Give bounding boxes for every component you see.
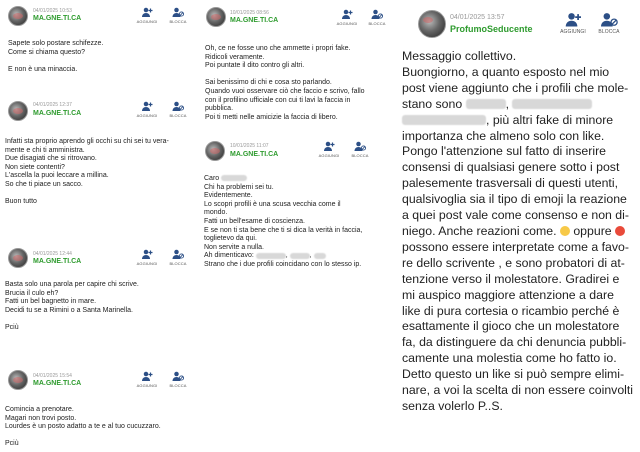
add-button[interactable]	[135, 7, 159, 24]
message-line: Come si chiama questo?	[8, 48, 86, 56]
block-button-label: BLOCCA	[169, 261, 187, 266]
avatar[interactable]	[8, 370, 28, 390]
message-line: So che ti piace un sacco.	[5, 180, 83, 188]
message-line: Lourdes è un posto adatto a te e al tuo cucuzzaro.	[5, 423, 161, 431]
avatar[interactable]	[205, 141, 225, 161]
redacted-name	[221, 175, 247, 181]
message-line: Evidentemente.	[204, 192, 253, 200]
redacted-name	[314, 253, 326, 259]
post-card	[0, 0, 197, 86]
message-text: niego. Anche reazioni come.	[402, 223, 557, 238]
post-header	[200, 0, 392, 30]
block-button[interactable]	[166, 7, 190, 24]
post-username[interactable]: MA.GNE.TI.CA	[230, 151, 279, 158]
message-line	[204, 175, 362, 184]
message-line: Pciù	[5, 323, 19, 331]
add-button-label: AGGIUNGI	[136, 19, 158, 24]
add-user-icon	[323, 141, 335, 152]
message-line: Fatti un bel bagnetto in mare.	[5, 298, 97, 306]
message-line: senza volerlo P..S.	[402, 398, 503, 413]
message-text: oppure	[573, 223, 612, 238]
message-line: Due disagiati che si ritrovano.	[5, 155, 97, 163]
add-user-icon	[141, 371, 153, 382]
message-line: possono essere interpretate come a favo-	[402, 239, 629, 254]
message-line: Sapete solo postare schifezze.	[8, 40, 104, 47]
avatar[interactable]	[206, 7, 226, 27]
message-line: pubblica.	[205, 105, 234, 113]
message-line: Poi puntate il dito contro gli altri.	[205, 62, 305, 70]
message-line: Oh, ce ne fosse uno che ammette i propri fake.	[205, 45, 351, 52]
message-line: re dello scrivente , e sono probatori di at-	[402, 255, 625, 270]
add-user-icon	[341, 9, 353, 20]
redacted-name	[466, 99, 506, 109]
post-username[interactable]: MA.GNE.TI.CA	[33, 15, 82, 22]
post-message	[402, 49, 633, 415]
block-user-icon	[172, 101, 184, 112]
message-line: a quei post vale come consenso e non di-	[402, 208, 629, 223]
avatar[interactable]	[418, 10, 446, 38]
redacted-name	[290, 253, 310, 259]
post-card-large	[398, 0, 640, 452]
message-line: importanza che almeno solo con like.	[402, 128, 605, 143]
message-line: Ah dimenticavo: , ,	[204, 252, 362, 261]
post-message	[5, 406, 161, 449]
post-message	[204, 175, 362, 270]
add-button-label: AGGIUNGI	[136, 113, 158, 118]
message-line: E se non ti sta bene che ti si dica la verità in faccia,	[204, 226, 363, 234]
post-message	[8, 40, 103, 74]
add-button[interactable]	[335, 9, 359, 26]
message-line: esattamente il gioco che un molestatore	[402, 319, 620, 334]
block-button[interactable]	[166, 101, 190, 118]
message-line: nare, a voi la scelta di non essere coinvolti	[402, 383, 634, 398]
avatar[interactable]	[8, 6, 28, 26]
message-line: Comincia a prenotare.	[5, 406, 74, 413]
redacted-name	[256, 253, 286, 259]
message-line: Poi ti metti nelle amicizie la faccia di libero.	[205, 113, 338, 121]
post-timestamp: 10/01/2025 08:56	[230, 10, 269, 16]
block-button-label: BLOCCA	[368, 21, 386, 26]
message-line: Detto questo un like si può sempre elimi-	[402, 367, 625, 382]
post-message	[5, 281, 139, 333]
angry-face-emoji-icon	[615, 226, 625, 236]
block-button-label: BLOCCA	[169, 383, 187, 388]
block-user-icon	[354, 141, 366, 152]
post-username[interactable]: MA.GNE.TI.CA	[33, 380, 82, 387]
block-button-label: BLOCCA	[351, 153, 369, 158]
worried-face-emoji-icon	[560, 226, 570, 236]
message-text: stano sono	[402, 96, 463, 111]
add-button-label: AGGIUNGI	[336, 21, 358, 26]
block-button-label: BLOCCA	[169, 113, 187, 118]
message-line: mondo.	[204, 209, 228, 217]
message-line: Brucia il culo eh?	[5, 289, 59, 297]
message-line: Sai benissimo di chi e cosa sto parlando.	[205, 79, 332, 87]
message-line: Decidi tu se a Rimini o a Santa Marinella.	[5, 306, 134, 314]
message-line: toglietevo da qui.	[204, 235, 257, 243]
block-button[interactable]	[592, 12, 626, 35]
add-user-icon	[141, 101, 153, 112]
post-timestamp: 10/01/2025 11:07	[230, 143, 269, 149]
block-button-label: BLOCCA	[598, 29, 620, 35]
add-button-label: AGGIUNGI	[136, 261, 158, 266]
post-header	[0, 366, 197, 396]
message-line: Infatti sta proprio aprendo gli occhi su chi sei tu vera-	[5, 138, 169, 145]
message-line: Messaggio collettivo.	[402, 49, 517, 63]
message-line: mi auspico maggiore attenzione a dare	[402, 287, 614, 302]
add-button-label: AGGIUNGI	[560, 29, 586, 35]
avatar[interactable]	[8, 248, 28, 268]
post-header	[0, 0, 197, 30]
message-line: Non siete contenti?	[5, 163, 65, 171]
message-line: Chi ha problemi sei tu.	[204, 183, 274, 191]
post-header	[0, 244, 197, 274]
block-user-icon	[172, 249, 184, 260]
message-line: Basta solo una parola per capire chi scrive.	[5, 281, 139, 288]
message-line: camente una molestia come ho fatto io.	[402, 351, 617, 366]
message-line: post viene aggiunto che i profili che mole-	[402, 80, 629, 95]
message-line: palesemente trasversali di questi utenti,	[402, 176, 618, 191]
message-line: Buongiorno, a quanto esposto nel mio	[402, 64, 610, 79]
post-card	[200, 0, 392, 140]
add-button-label: AGGIUNGI	[136, 383, 158, 388]
post-timestamp: 04/01/2025 15:54	[33, 373, 72, 379]
message-text: Ah dimenticavo:	[204, 252, 254, 260]
message-line: like di pura cortesia o ricambio perché è	[402, 303, 620, 318]
post-timestamp: 04/01/2025 13:57	[450, 14, 505, 21]
redacted-name	[512, 99, 592, 109]
add-button[interactable]	[135, 101, 159, 118]
block-user-icon	[600, 12, 618, 28]
message-line: Non servite a nulla.	[204, 243, 264, 251]
message-line: E non è una minaccia.	[8, 65, 78, 73]
message-line: mente e chi ti amministra.	[5, 146, 85, 154]
add-user-icon	[141, 7, 153, 18]
block-user-icon	[172, 371, 184, 382]
message-line: Magari non trovi posto.	[5, 414, 77, 422]
add-button-label: AGGIUNGI	[318, 153, 340, 158]
post-timestamp: 04/01/2025 12:37	[33, 102, 72, 108]
message-line: qualsivoglia sia il tipo di emoji la reazione	[402, 192, 627, 207]
message-line: Strano che i due profili coincidano con lo stesso ip.	[204, 260, 362, 268]
message-line: Quando vuoi osservare ciò che faccio e scrivo, fallo	[205, 87, 365, 95]
message-line: Lo scopri profili è una scusa vecchia come il	[204, 200, 341, 208]
message-line: stano sono ,	[402, 97, 633, 113]
post-header	[398, 0, 640, 44]
block-user-icon	[371, 9, 383, 20]
post-username[interactable]: MA.GNE.TI.CA	[33, 258, 82, 265]
message-line: Pciù	[5, 440, 19, 448]
block-button[interactable]	[166, 249, 190, 266]
post-header	[0, 96, 197, 126]
block-button[interactable]	[166, 371, 190, 388]
message-line: fa, da distinguere da chi denuncia pubbli-	[402, 335, 627, 350]
message-text: , più altri fake di minore	[486, 112, 614, 127]
post-username[interactable]: MA.GNE.TI.CA	[33, 110, 82, 117]
post-message	[205, 45, 365, 122]
add-button[interactable]	[556, 12, 590, 35]
avatar[interactable]	[8, 101, 28, 121]
message-line	[402, 224, 633, 240]
add-button[interactable]	[135, 371, 159, 388]
post-header	[200, 138, 392, 168]
post-timestamp: 04/01/2025 10:53	[33, 8, 72, 14]
message-line: con il profilino ufficiale con cui ti lavi la faccia in	[205, 96, 351, 104]
post-card	[0, 244, 197, 350]
post-card	[200, 138, 392, 298]
block-button[interactable]	[365, 9, 389, 26]
post-username[interactable]: MA.GNE.TI.CA	[230, 17, 279, 24]
post-card	[0, 366, 197, 452]
block-button-label: BLOCCA	[169, 19, 187, 24]
greeting-text: Caro	[204, 175, 220, 182]
post-username[interactable]: ProfumoSeducente	[450, 24, 533, 34]
block-user-icon	[172, 7, 184, 18]
redacted-name	[402, 115, 486, 125]
message-line: Fatti un bell'esame di coscienza.	[204, 217, 305, 225]
add-user-icon	[141, 249, 153, 260]
post-timestamp: 04/01/2025 12:44	[33, 251, 72, 257]
message-line: Buon tutto	[5, 198, 37, 206]
message-line: tenzione verso il molestatore. Gradirei e	[402, 271, 620, 286]
post-message	[5, 138, 169, 207]
message-line	[402, 113, 633, 129]
add-button[interactable]	[317, 141, 341, 158]
post-card	[0, 96, 197, 238]
message-line: Pongo l'attenzione sul fatto di inserire	[402, 144, 607, 159]
add-button[interactable]	[135, 249, 159, 266]
add-user-icon	[564, 12, 582, 28]
block-button[interactable]	[348, 141, 372, 158]
message-line: Ridicoli veramente.	[205, 53, 265, 61]
message-line: L'ascella la puoi leccare a millina.	[5, 172, 109, 180]
message-line: consensi di qualsiasi genere sotto i post	[402, 160, 620, 175]
